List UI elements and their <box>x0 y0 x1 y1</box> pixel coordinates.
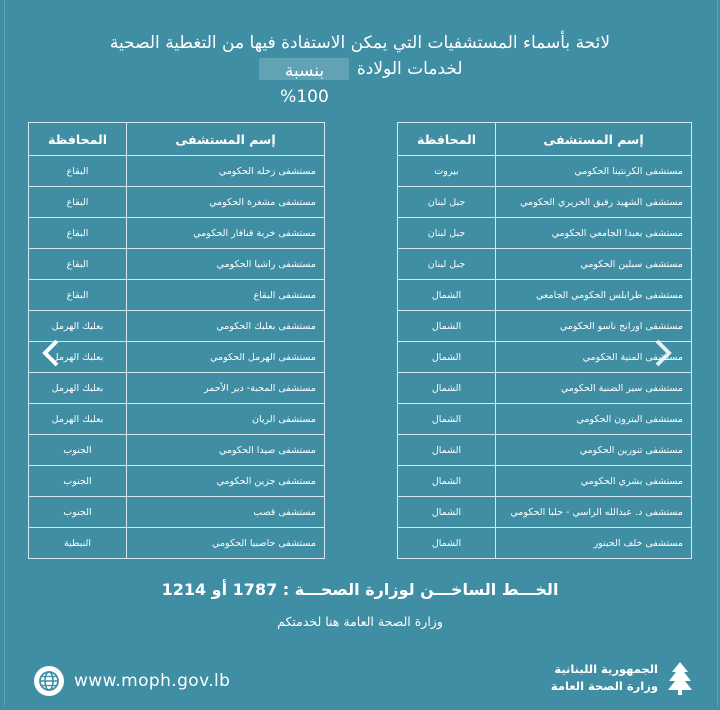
table-row <box>398 528 692 559</box>
governorate-cell: جبل لبنان <box>398 249 496 280</box>
table-row <box>29 497 325 528</box>
table-header-row <box>29 123 325 156</box>
hospital-name-cell: مستشفى صيدا الحكومي <box>127 435 325 466</box>
table-row <box>29 373 325 404</box>
title-highlight-text: بنسبة 100% <box>280 61 329 107</box>
ministry-line-1: الجمهورية اللبنانية <box>554 662 658 676</box>
governorate-cell: النبطية <box>29 528 127 559</box>
hospital-name-cell: مستشفى المنية الحكومي <box>496 342 692 373</box>
hospital-table-left <box>28 122 325 559</box>
table-row <box>29 311 325 342</box>
hospital-name-cell: مستشفى سبلين الحكومي <box>496 249 692 280</box>
table-row <box>29 435 325 466</box>
governorate-cell: جبل لبنان <box>398 187 496 218</box>
governorate-cell: الشمال <box>398 342 496 373</box>
hospital-name-cell: مستشفى البترون الحكومي <box>496 404 692 435</box>
table-row <box>29 466 325 497</box>
governorate-cell: الشمال <box>398 435 496 466</box>
governorate-cell: الشمال <box>398 528 496 559</box>
hospital-name-cell: مستشفى جزين الحكومي <box>127 466 325 497</box>
hospital-name-cell: مستشفى د. عبدالله الراسي - حلبا الحكومي <box>496 497 692 528</box>
hospital-name-cell: مستشفى بعلبك الحكومي <box>127 311 325 342</box>
hospital-name-cell: مستشفى الشهيد رفيق الحريري الحكومي <box>496 187 692 218</box>
hospital-name-cell: مستشفى تنورين الحكومي <box>496 435 692 466</box>
governorate-cell: بعلبك الهرمل <box>29 311 127 342</box>
ministry-line-2: وزارة الصحة العامة <box>550 679 658 693</box>
table-row <box>398 373 692 404</box>
table-body <box>398 156 692 559</box>
globe-icon <box>34 666 64 696</box>
hospital-table-right <box>397 122 692 559</box>
governorate-cell: الجنوب <box>29 497 127 528</box>
table-row <box>398 404 692 435</box>
title-highlight <box>259 58 349 107</box>
governorate-cell: الشمال <box>398 404 496 435</box>
cedar-logo-icon <box>666 660 694 696</box>
chevron-right-icon[interactable] <box>652 338 674 368</box>
column-header-governorate: المحافظة <box>29 123 127 156</box>
table-row <box>29 218 325 249</box>
table-row <box>398 218 692 249</box>
governorate-cell: البقاع <box>29 280 127 311</box>
table-body <box>29 156 325 559</box>
page-title <box>60 30 660 107</box>
table-row <box>29 187 325 218</box>
title-line-2 <box>60 56 660 107</box>
hospital-name-cell: مستشفى طرابلس الحكومي الجامعي <box>496 280 692 311</box>
hospital-name-cell: مستشفى الكرنتينا الحكومي <box>496 156 692 187</box>
hospital-name-cell: مستشفى الريان <box>127 404 325 435</box>
table-row <box>29 156 325 187</box>
hospital-name-cell: مستشفى البقاع <box>127 280 325 311</box>
governorate-cell: البقاع <box>29 156 127 187</box>
title-line-1: لائحة بأسماء المستشفيات التي يمكن الاستفادة فيها من التغطية الصحية <box>109 33 611 53</box>
table-row <box>29 404 325 435</box>
table-row <box>29 280 325 311</box>
hospital-name-cell: مستشفى اورانج ناسو الحكومي <box>496 311 692 342</box>
hospital-name-cell: مستشفى قصب <box>127 497 325 528</box>
table-row <box>398 187 692 218</box>
table-row <box>29 342 325 373</box>
website-link[interactable] <box>34 664 230 698</box>
hospital-name-cell: مستشفى المحبة- دير الأحمر <box>127 373 325 404</box>
table-row <box>398 156 692 187</box>
governorate-cell: الشمال <box>398 497 496 528</box>
governorate-cell: البقاع <box>29 218 127 249</box>
ministry-branding <box>551 660 694 696</box>
governorate-cell: بعلبك الهرمل <box>29 404 127 435</box>
governorate-cell: جبل لبنان <box>398 218 496 249</box>
column-header-hospital: إسم المستشفى <box>127 123 325 156</box>
hospital-name-cell: مستشفى الهرمل الحكومي <box>127 342 325 373</box>
hospital-name-cell: مستشفى حاصبيا الحكومي <box>127 528 325 559</box>
table-row <box>398 466 692 497</box>
governorate-cell: الشمال <box>398 466 496 497</box>
table-row <box>398 280 692 311</box>
hospital-name-cell: مستشفى راشيا الحكومي <box>127 249 325 280</box>
governorate-cell: الشمال <box>398 373 496 404</box>
hospital-name-cell: مستشفى خلف الحبتور <box>496 528 692 559</box>
tagline-text: وزارة الصحة العامة هنا لخدمتكم <box>277 614 443 629</box>
hospital-name-cell: مستشفى زحله الحكومي <box>127 156 325 187</box>
hospital-name-cell: مستشفى خربة قنافار الحكومي <box>127 218 325 249</box>
hospital-name-cell: مستشفى مشغرة الحكومي <box>127 187 325 218</box>
column-header-hospital: إسم المستشفى <box>496 123 692 156</box>
table-row <box>398 497 692 528</box>
governorate-cell: الجنوب <box>29 466 127 497</box>
governorate-cell: الجنوب <box>29 435 127 466</box>
column-header-governorate: المحافظة <box>398 123 496 156</box>
website-url: www.moph.gov.lb <box>74 671 231 691</box>
governorate-cell: بيروت <box>398 156 496 187</box>
hospital-name-cell: مستشفى بعبدا الجامعي الحكومي <box>496 218 692 249</box>
table-row <box>398 342 692 373</box>
table-row <box>398 435 692 466</box>
table-row <box>398 311 692 342</box>
governorate-cell: البقاع <box>29 187 127 218</box>
governorate-cell: بعلبك الهرمل <box>29 342 127 373</box>
table-row <box>398 249 692 280</box>
table-row <box>29 249 325 280</box>
hotline-text: الخـــط الساخـــن لوزارة الصحـــة : 1787 أو 1214 <box>161 580 559 599</box>
chevron-left-icon[interactable] <box>40 338 62 368</box>
governorate-cell: البقاع <box>29 249 127 280</box>
governorate-cell: بعلبك الهرمل <box>29 373 127 404</box>
hospital-name-cell: مستشفى سير الضنية الحكومي <box>496 373 692 404</box>
governorate-cell: الشمال <box>398 311 496 342</box>
governorate-cell: الشمال <box>398 280 496 311</box>
hospital-name-cell: مستشفى بشري الحكومي <box>496 466 692 497</box>
title-line-2-text: لخدمات الولادة <box>351 59 463 79</box>
table-row <box>29 528 325 559</box>
table-header-row <box>398 123 692 156</box>
